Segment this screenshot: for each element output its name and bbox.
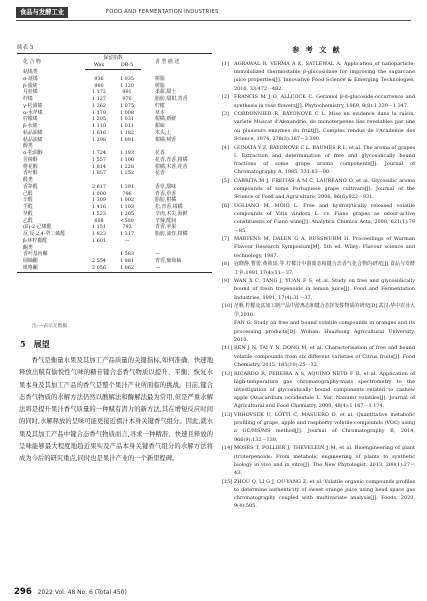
table-row [17,251,212,258]
wax-index-cell: 1 127 [91,96,106,102]
table-row [17,211,212,218]
table-row [17,265,212,272]
reference-text: GUNATA Y Z, BAYONOVE C L, BAUMES R L, et al. The aroma of grapes I. Extraction and determination of free and glycosidically bound fractions of some grape aroma components[J]. Journal of Chromatography A, 1985, 331:83－90. [234,144,415,176]
reference-text: RICARDO R, PEREIRA A S, AQUINO NETO F R, et al. Application of high-temperature gas chromatography-mass spectrometry to the investigation of glycosidically bound components related to cashew apple (Anacardium occidentale L. Var. Nanum) volatiles[J]. Journal of Agricultural and Food Chemistry, 2000, 48(4):1 167－1 174. [234,370,415,410]
compound-cell: 月桂烯 [23,89,38,96]
wax-index-cell: 1 205 [91,116,106,123]
db5-index-cell: 1 182 [119,129,134,136]
compound-cell: 酮类 [23,244,33,251]
aroma-cell: 柑橘,木香,花香 [155,163,188,170]
db5-index-cell: 1 205 [119,210,134,217]
compound-cell: 萜烯类 [23,69,38,75]
aroma-cell: 树脂 [155,75,165,82]
col-compound-header: 化 合 物 [17,54,85,70]
aroma-cell: 辛肉,木尖,海鲜 [155,210,188,217]
compound-cell: β-蒎烯 [23,82,38,89]
compound-cell: 圆柚酮 [23,258,38,264]
reference-item [222,277,415,302]
section-paragraph: 香气是衡量水果及其加工产品质量的关键指标,如何准确、快速地释放出赋有愉悦性气味的糖苷键合态香气物质以提升、平衡、恢复水果本身及其加工产品的香气是整个果汁产业所面临的挑战。目前,键合态香气物质的水解方法仍然以酸解法和酶解法最为常用,但是严重水解法将是提升果汁香气质量的一种赋有潜力的新方法,其在增短反应时间的同时,水解释放的呈味可能更接近褶汁本身关键香气组分。因此,就水果及其加工产品中键合态香气物质而言,寻求一种精准、快速且释放的呈味能够最大程度地趋近果实及产品本身关键香气组分的水解方法将成为今后的研究重点,同时也是果汁产业的一个新里程碑。 [19,357,213,463]
wax-index-cell [85,143,113,150]
wax-index-cell: 1 416 [91,204,106,210]
db5-index-cell: 1 091 [119,136,134,143]
section-heading: 5 展望 [20,339,50,349]
table-row [17,164,212,171]
reference-number: [15] [222,478,233,485]
journal-english-name: FOOD AND FERMENTATION INDUSTRIES [106,9,219,15]
reference-item [222,60,415,93]
reference-number: [14] [222,445,233,452]
references-list [222,60,415,511]
reference-number: [7] [222,236,229,243]
table-footnote: 注:—表示无数据 [32,324,68,329]
aroma-cell: 柠檬 [155,102,165,109]
reference-text: AGRAWAL R, VERMA A K, SATLEWAL A. Application of nanoparticle-immobilized thermostable β-glucosidase for improving the sugarcane juice properties[J]. Innovative Food Science & Emerging Technologies, 2016, 33:472－482. [234,61,415,92]
reference-number: [1] [222,61,229,67]
wax-index-cell: 1 110 [91,123,106,129]
wax-index-cell: 1 557 [91,156,106,163]
table-row [17,191,212,198]
reference-text: FAN G. Study on free and bound volatile compounds in oranges and its processing products[D]. Wuhan: Huazhong Agricultural University, 2010. [234,320,415,343]
db5-index-cell: 1 317 [119,231,134,237]
reference-item [222,202,415,235]
compound-cell: β-环柠檬醛 [23,237,48,244]
wax-index-cell [85,245,113,252]
wax-index-cell: 2 554 [91,258,106,264]
reference-text: UGLIANO M, MOIO L. Free and hydrolytically released volatile compounds of Vitis vinifera L. cv. Fiano grapes as odour-active constituents of Fiano wine[J]. Analytica Chimica Acta, 2008, 621(1):79－85. [234,202,415,234]
aroma-cell: 脂肪,油炸,柑橘 [155,231,188,237]
wax-index-cell: 1 857 [91,170,106,177]
wax-index-cell: 1 814 [91,163,106,170]
db5-index-cell: 1 062 [113,265,141,272]
reference-number [222,319,234,344]
table-row [17,224,212,231]
aroma-cell: 柑橘,新鲜 [155,116,177,123]
aroma-cell: 树脂 [155,82,165,89]
db5-index-cell: — [124,237,130,244]
wax-index-cell [85,177,113,184]
page-header [16,7,411,21]
aroma-cell: 花香,青香,柑橘 [155,156,188,163]
reference-item [222,93,415,109]
db5-index-cell: 1 583 [119,251,134,258]
db5-index-cell [113,177,141,184]
table-row [17,238,212,245]
compound-cell: α-水芹烯 [23,109,43,116]
aroma-cell: 花香 [155,170,165,177]
reference-number: [5] [222,177,229,184]
table-row [17,258,212,265]
wax-index-cell: 1 179 [91,109,106,116]
compound-cell: 反,反-2,4-癸二烯醛 [23,231,65,237]
compound-cell: α-蒎烯 [23,75,38,82]
col-wax-header: Wax [85,62,113,69]
db5-index-cell [113,143,141,150]
page-footer [14,587,127,597]
table-row [17,150,212,157]
table-row [17,110,212,117]
table-row [17,204,212,211]
reference-number: [13] [222,412,233,419]
reference-item [222,177,415,202]
reference-item [222,344,415,369]
db5-index-cell: 1 035 [119,75,134,82]
reference-text: 范帆.柠檬及其加工制产品中游离态和键合态挥发性物质的研究[D].武汉:华中农业大学,2010. [234,303,415,318]
reference-number: [9] [222,278,229,285]
wax-index-cell [85,251,113,258]
table-row [17,116,212,123]
aroma-cell: 辛辣,醛间 [155,217,177,224]
compound-cell: 己醛 [23,190,33,197]
table-row [17,76,212,83]
aroma-cell: 木头,土 [155,129,172,136]
db5-index-cell: 793 [122,224,132,231]
volatile-compounds-table [17,53,212,273]
db5-index-cell: 1 100 [119,156,134,163]
reference-item [222,411,415,444]
wax-index-cell: 2 617 [91,183,106,190]
db5-index-cell: 1 075 [119,102,134,109]
table-row [17,130,212,137]
db5-index-cell: 1 228 [119,163,134,170]
table-header-row [17,54,212,62]
wax-index-cell: 1 309 [91,197,106,204]
aroma-cell: 花香 [155,150,165,156]
page-number: 296 [14,587,32,597]
compound-cell: 橙花醇 [23,163,38,170]
reference-item [222,319,415,344]
db5-index-cell: 1 881 [119,258,134,264]
wax-index-cell: 2 056 [85,265,113,272]
compound-cell: γ-松油烯 [23,102,43,109]
aroma-cell: 草本 [155,109,165,116]
aroma-cell [141,245,212,252]
table-row [17,83,212,90]
compound-cell: 醇类 [23,143,33,150]
table-row [17,89,212,96]
reference-number: [4] [222,144,229,151]
reference-number: [10] [222,303,233,310]
reference-text: CORDONNIER R, BAYONOVE C L. Mise en evidence dans la raisin, variete Muscat d'Alexandrie, de monoterpenes lies revelables par une ou plusieurs enzymes du fruit[J]. Comptes rendus de l'Academie des Science, 1974, 278(3):387－3 390. [234,111,415,142]
aroma-cell: 青香,葡萄柚 [155,258,182,264]
wax-index-cell: 1 298 [91,136,106,143]
table-row [17,184,212,191]
reference-item [222,144,415,177]
aroma-cell: 甜味 [155,123,165,129]
compound-cell: 醛类 [23,177,33,183]
wax-index-cell: 1 523 [91,210,106,217]
reference-text: VRHOVSEK U, LOTTI C, MASUERO D, et al. Quantitative metabolic profiling of grape, apple and raspberry volatile compounds (VOC) using a GC/MS/MS method[J]. Journal of Chromatography B, 2014, 966(9):132－139. [234,412,415,443]
table-row [17,103,212,110]
compound-cell: 柠檬烯 [23,116,38,123]
db5-index-cell: 1 252 [119,170,134,177]
reference-number: [6] [222,202,229,209]
db5-index-cell: 796 [122,190,132,197]
issue-info: 2022 Vol. 48 No. 6 (Total 450) [37,589,127,596]
wax-index-cell [85,69,113,76]
journal-name-badge: 食品与发酵工业 [16,7,68,18]
reference-number: [11] [222,345,233,352]
aroma-cell: 脂肪,甜柑,青香 [155,96,188,102]
db5-index-cell: 1 008 [119,109,134,116]
db5-index-cell [113,245,141,252]
reference-text: ZHOU Q, LI G J, OU-YANG Z, et al. Volatile organic compounds profiles to determine authenticity of sweet orange juice using head space gas chromatography coupled with multivariate analysis[J]. Foods, 2020, 9(4):505. [234,478,415,510]
wax-index-cell: 1 724 [91,150,106,156]
compound-cell: 辛醛 [23,197,33,204]
wax-index-cell: 1 151 [91,224,106,231]
wax-index-cell: 1 823 [91,231,106,237]
references-heading: 参 考 文 献 [292,45,342,54]
compound-cell: α-松油醇 [23,150,43,156]
compound-cell: 吡咯酮 [17,265,85,272]
reference-item [222,260,415,276]
aroma-cell: 松,青香,柑橘 [155,204,183,210]
reference-item [222,444,415,477]
reference-number: [2] [222,94,229,101]
reference-item [222,478,415,511]
table-row [17,157,212,164]
db5-index-cell: 1 002 [119,197,134,204]
wax-index-cell: 936 [94,75,104,82]
db5-index-cell [113,69,141,76]
reference-number: [3] [222,111,229,118]
reference-text: WAN X C, TANG J, YUAN F S, et al. Study on free and glycosidically bound of fresh trepenoids in lemon juice[J]. Food and Fermentation Industries, 1991, 17(4):31－37. [234,278,415,301]
db5-index-cell: 1 011 [119,123,134,129]
reference-number: [8] [222,261,229,268]
reference-text: CABRITA M J, FREITAS A M C, LAUREANO O, et al. Glycosidic aroma compounds of some Portuguese grape cultivars[J]. Journal of the Science of Food and Agriculture, 2006, 86(6):922－931. [234,177,415,201]
db5-index-cell: 1 391 [119,183,134,190]
aroma-cell: 脂肪,柑橘 [155,197,177,204]
reference-item [222,110,415,143]
db5-index-cell: 1 103 [119,204,134,210]
reference-text: FRANCIS M J O, ALLCOCK C. Geraniol β-d-glucoside;occurrence and synthesis in rose flowers[J]. Phytochemistry, 1969, 8(8):1 339－1 347. [234,94,415,109]
wax-index-cell: 1 000 [91,190,106,197]
aroma-cell [141,69,212,76]
aroma-cell [141,238,212,245]
aroma-cell: — [155,251,160,258]
wax-index-cell: 1 172 [91,89,106,96]
wax-index-cell: 980 [94,82,104,89]
aroma-cell [141,177,212,184]
table-row [17,143,212,150]
compound-cell: 柠烯 [23,96,33,102]
db5-index-cell: 991 [122,89,132,96]
compound-cell: 萜品油烯 [23,136,43,143]
col-aroma-header: 香 型 描 述 [141,54,212,70]
wax-index-cell: 608 [94,217,104,224]
aroma-cell: 柑橘,树香 [155,136,177,143]
table-row [17,231,212,238]
table-row [17,177,212,184]
wax-index-cell: 1 601 [91,237,106,244]
db5-index-cell: 1 031 [119,116,134,123]
aroma-cell: — [141,265,212,272]
compound-cell: (E)-2-己烯醛 [23,224,52,231]
wax-index-cell: 1 262 [91,102,106,109]
db5-index-cell: 1 193 [119,150,134,156]
col-db5-header: DB-5 [113,62,141,69]
compound-cell: 乙醛 [23,217,33,224]
table-row [17,123,212,130]
compound-cell: 香叶基丙酮 [23,251,48,258]
compound-cell: 癸醛 [23,210,33,217]
db5-index-cell: 1 120 [119,82,134,89]
reference-text: REN J N, TAI Y N, DONG M, et al. Characterisation of free and bound volatile compounds from six different varieties of Citrus fruits[J]. Food Chemistry, 2015, 185(10):25－32. [234,345,415,368]
reference-item [222,302,415,318]
reference-number: [12] [222,370,233,377]
aroma-cell: 青香,苹果 [155,224,177,231]
compound-cell: 壬醛 [23,204,33,210]
table-row [17,137,212,144]
compound-cell: 萜品油烯 [23,129,43,136]
compound-cell: 香茅醛 [23,183,38,190]
reference-item [222,235,415,260]
table-row [17,69,212,76]
aroma-cell: 柔甜,甜土 [155,89,177,96]
wax-index-cell: 1 616 [91,129,106,136]
table-row [17,170,212,177]
table-row [17,197,212,204]
db5-index-cell: 976 [122,96,132,102]
db5-index-cell: <500 [120,217,134,224]
table-row [17,96,212,103]
compound-cell: β-水烯 [23,123,38,129]
reference-text: MARTENS M, DALEN G A, RUSSWURM H. Proceedings of Wurman Flavour Research Symposium[M]. 5th ed. Wiley: Flavour science and technology, 1987. [234,236,415,259]
aroma-cell: 青香,草香 [155,190,177,197]
reference-item [222,370,415,411]
aroma-cell: 香草,甜味 [155,183,177,190]
compound-cell: 香叶醇 [23,170,38,177]
reference-text: 寇晓静,曹蕾,黄筱瑶,等.柠檬汁中游离态和键合态香气化合物的研究[J].食品与发酵工业,1991,17(4):31－37. [234,261,415,276]
reference-text: MOSES T, POLLIER J, THEVELEIN J M, et al. Bioengineering of plant (tri)terpenoids: From metabolic engineering of plants to synthetic biology in vivo and in vitro[J]. The New Phytologist, 2013, 200(1):27－43. [234,445,415,476]
col-retention-index-header: 保留指数 [85,54,141,62]
aroma-cell [141,143,212,150]
compound-cell: 芳樟醇 [23,156,38,163]
table-caption: 续表 3 [17,45,34,51]
